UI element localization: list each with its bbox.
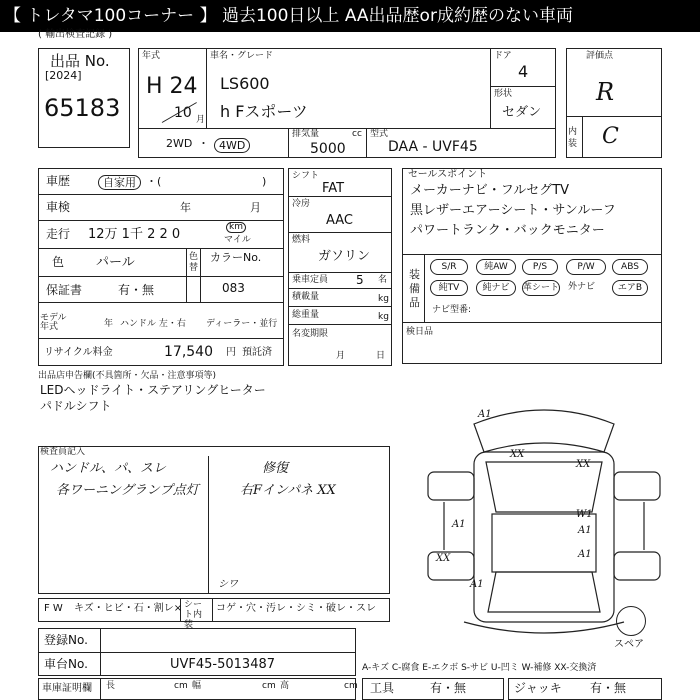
equip-label: 装備品 (409, 268, 420, 309)
fw-items: キズ・ヒビ・石・割レ× (74, 603, 183, 614)
shape-label: 形状 (494, 89, 513, 99)
equip-abs: ABS (612, 259, 648, 275)
damage-legend: A-キズ C-腐食 E-エクボ S-サビ U-凹ミ W-補修 XX-交換済 (362, 663, 597, 673)
reg-label: 登録No. (44, 633, 88, 647)
equip-ext-navi: 外ナビ (568, 282, 596, 292)
capacity-unit: 名 (378, 275, 388, 285)
month-unit: 月 (196, 115, 206, 125)
color-value: パール (96, 255, 135, 270)
handle-label: ハンドル 左・右 (120, 319, 186, 329)
equip-pw: P/W (566, 259, 606, 275)
capacity-label: 乗車定員 (292, 275, 329, 285)
fw-label: F W (44, 603, 63, 614)
color-no-value: 083 (222, 281, 245, 295)
history-label: 車歴 (46, 174, 71, 188)
model-year-label: モデル年式 (40, 313, 67, 332)
inspector-note-3: 修復 (262, 461, 289, 476)
spare-label: スペア (614, 639, 644, 650)
sales-line-2: 黒レザーエアーシート・サンルーフ (410, 203, 616, 218)
size-width-unit: cm (262, 681, 276, 691)
history-value: 自家用 (98, 175, 141, 190)
equip-tv: 純TV (430, 280, 468, 296)
name-change-unit: 月 (336, 351, 346, 361)
seat-items: コゲ・穴・汚レ・シミ・破レ・スレ (216, 603, 376, 614)
sales-label: セールスポイント (408, 169, 488, 180)
lot-label: 出品 No. (50, 52, 110, 70)
spare-tire-icon (616, 606, 646, 636)
ac-label: 冷房 (292, 199, 311, 209)
inspector-note-2: 各ワーニングランプ点灯 (56, 483, 199, 498)
mark-left-door: A1 (452, 519, 466, 530)
name-label: 車名・グレード (210, 51, 274, 61)
model-value: DAA - UVF45 (388, 139, 478, 155)
lot-year: [2024] (45, 69, 82, 82)
insp-year: 年 (180, 201, 191, 214)
size-label: 車庫証明欄 (42, 683, 92, 694)
score-value: R (596, 78, 615, 106)
grade: h Fスポーツ (220, 102, 308, 121)
tools-value: 有・無 (430, 681, 467, 695)
month-value: 10 (174, 105, 192, 121)
year-value: H 24 (146, 74, 198, 99)
inspection-label: 車検 (46, 200, 71, 214)
load-label: 積載量 (292, 292, 320, 302)
doors-label: ドア (494, 51, 512, 61)
recycle-note: 預託済 (242, 347, 272, 358)
equip-ps: P/S (522, 259, 558, 275)
remarks-label: 出品店申告欄(不具箇所・欠品・注意事項等) (38, 371, 217, 381)
mark-front-right: XX (576, 459, 591, 470)
mileage-unit-mile: マイル (224, 235, 251, 245)
left-spec-table (38, 168, 284, 366)
disp-value: 5000 (310, 141, 346, 157)
size-length-unit: cm (174, 681, 188, 691)
size-height-unit: cm (344, 681, 358, 691)
insp-month: 月 (250, 201, 261, 214)
chassis-label: 車台No. (44, 657, 88, 671)
mileage-label: 走行 (46, 227, 71, 241)
color-no-label: カラーNo. (210, 251, 262, 264)
inspector-note-4: 右Fインパネ XX (240, 483, 336, 498)
equip-aw: 純AW (476, 259, 516, 275)
recycle-value: 17,540 (164, 344, 213, 360)
mark-front-bumper: A1 (478, 409, 492, 420)
lot-number: 65183 (44, 94, 121, 122)
car-name: LS600 (220, 74, 270, 93)
warranty-label: 保証書 (46, 283, 83, 297)
ac-value: AAC (326, 213, 353, 228)
tools-label: 工具 (370, 681, 395, 695)
shift-value: FAT (322, 181, 345, 196)
remarks-line-2: パドルシフト (40, 399, 112, 413)
capacity-value: 5 (356, 273, 364, 287)
recycle-label: リサイクル料金 (44, 347, 113, 358)
name-change-label: 名変期限 (292, 329, 329, 339)
mark-rear: A1 (470, 579, 484, 590)
shift-label: シフト (292, 171, 320, 181)
drive-2wd: 2WD (166, 137, 193, 150)
mark-right-rear: A1 (578, 549, 592, 560)
seat-note: シワ (218, 579, 238, 590)
stamp-label: 検日品 (406, 327, 434, 337)
jack-value: 有・無 (590, 681, 627, 695)
sub-note: ( 輸出検査記録 ) (38, 29, 113, 40)
seat-label: シート内装 (184, 600, 203, 630)
doors-value: 4 (518, 62, 529, 81)
inspector-label: 検査員記入 (40, 447, 86, 457)
load-unit: kg (378, 294, 389, 304)
chassis-value: UVF45-5013487 (170, 657, 276, 672)
dealer-label: ディーラー・並行 (206, 319, 278, 329)
interior-value: C (602, 124, 619, 149)
mark-right-door: A1 (578, 525, 592, 536)
mark-left-rear: XX (436, 553, 451, 564)
disp-label: 排気量 (292, 129, 320, 139)
mark-hood: XX (510, 449, 525, 460)
weight-unit: kg (378, 312, 389, 322)
model-label: 型式 (370, 129, 389, 139)
remarks-line-1: LEDヘッドライト・ステアリングヒーター (40, 383, 266, 397)
fuel-value: ガソリン (318, 249, 371, 264)
jack-label: ジャッキ (514, 681, 562, 695)
size-length: 長 (106, 681, 116, 691)
shape-value: セダン (502, 105, 542, 120)
interior-label: 内装 (568, 127, 578, 149)
year-label: 年式 (142, 51, 161, 61)
warranty-value: 有・無 (118, 283, 155, 297)
navi-label: ナビ型番: (432, 305, 472, 315)
size-width: 幅 (192, 681, 202, 691)
name-change-unit2: 日 (376, 351, 386, 361)
model-year-unit: 年 (104, 319, 114, 329)
equip-sr: S/R (430, 259, 468, 275)
size-height: 高 (280, 681, 290, 691)
banner-title: 【 トレタマ100コーナー 】 過去100日以上 AA出品歴or成約歴のない車両 (0, 0, 700, 32)
fuel-label: 燃料 (292, 235, 311, 245)
score-label: 評価点 (586, 51, 614, 61)
equip-airbag: エアB (612, 280, 648, 296)
auction-sheet: ( 輸出検査記録 ) 出品 No. [2024] 65183 年式 H 24 10 月 車名・グレード LS600 h Fスポーツ ドア 4 形状 セダン 2WD ・ 4WD 排気量 cc 5000 型式 DAA - UVF45 評価点 R 内装 C 車歴 自家用 ・( ) 車検 年 月 走行 12万 1千 2 2 0 km マイル 色 パール 色替 カラーNo. 083 保証書 有・無 モデル年式 年 ハンドル 左・右 ディーラー・並行 リサイクル料金 17,540 円 預託済 シフト FAT 冷房 AAC 燃料 ガソリン 乗車定員 5 名 積載量 kg 総重量 kg 名変期限 月 日 セールスポイント メーカーナビ・フルセグTV 黒レザーエアーシート・サンルーフ パワートランク・バックモニター 装備品 S/R 純AW P/S P/W ABS 純TV 純ナビ 革シート 外ナビ エアB ナビ型番: 検日品 出品店申告欄(不具箇所・欠品・注意事項等) LEDヘッドライト・ステアリングヒーター パドルシフト 検査員記入 ハンドル、パ、スレ 各ワーニングランプ点灯 修復 右Fインパネ XX A1 XX XX A1 W1 A1 A1 A1 XX スペア F W キズ・ヒビ・石・割レ× シート内装 コゲ・穴・汚レ・シミ・破レ・スレ シワ 登録No. 車台No. UVF45-5013487 A-キズ C-腐食 E-エクボ S-サビ U-凹ミ W-補修 XX-交換済 車庫証明欄 長 cm 幅 cm 高 cm 工具 有・無 ジャッキ 有・無 (0, 32, 700, 700)
mark-right-front-door: W1 (576, 509, 593, 520)
color-change: 色替 (189, 252, 199, 273)
recycle-unit: 円 (226, 347, 236, 358)
equip-navi: 純ナビ (476, 280, 516, 296)
sales-line-1: メーカーナビ・フルセグTV (410, 183, 570, 198)
equip-leather: 革シート (522, 280, 560, 296)
sales-line-3: パワートランク・バックモニター (410, 223, 605, 238)
weight-label: 総重量 (292, 310, 320, 320)
inspector-note-1: ハンドル、パ、スレ (50, 461, 166, 476)
color-label: 色 (52, 255, 65, 269)
disp-unit: cc (352, 129, 362, 139)
mileage-unit-km: km (226, 222, 246, 233)
drive-4wd: 4WD (214, 138, 250, 153)
mileage-value: 12万 1千 2 2 0 (88, 227, 181, 242)
